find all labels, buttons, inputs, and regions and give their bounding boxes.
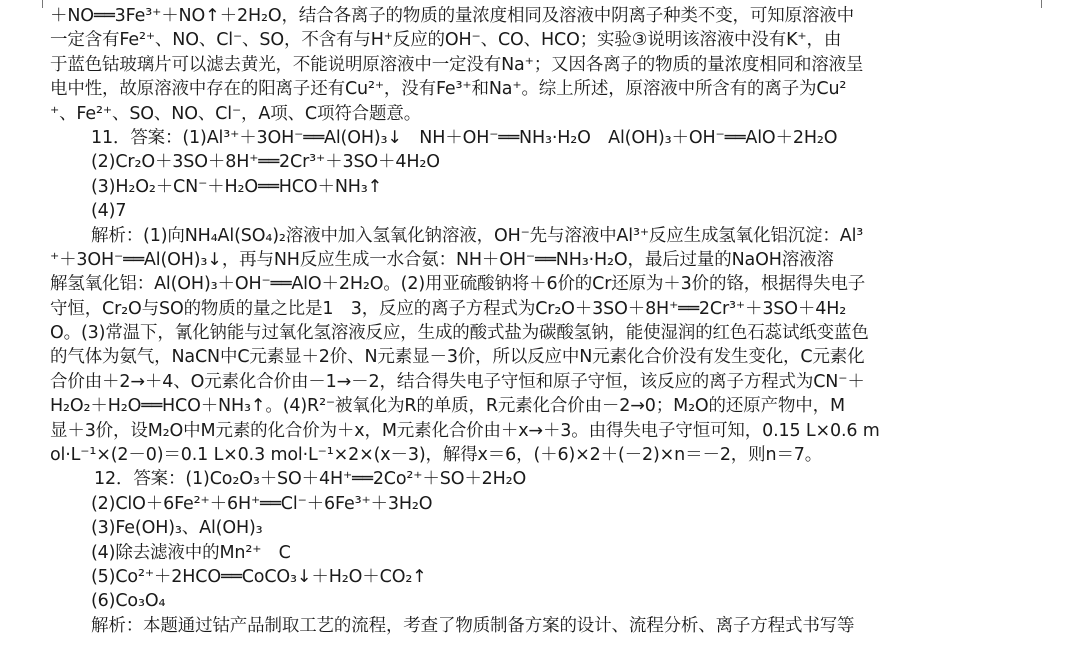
answer-line: (6)Co₃O₄ (91, 591, 166, 612)
text-line: 一定含有Fe²⁺、NO、Cl⁻、SO，不含有与H⁺反应的OH⁻、CO、HCO；实验③说明该溶液中没有K⁺，由 (50, 30, 842, 51)
answer-11-heading: 11．答案：(1)Al³⁺＋3OH⁻══Al(OH)₃↓ NH＋OH⁻══NH₃·H₂O Al(OH)₃＋OH⁻══AlO＋2H₂O (91, 127, 838, 148)
text-line: O。(3)常温下，氰化钠能与过氧化氢溶液反应，生成的酸式盐为碳酸氢钠，能使湿润的红色石蕊试纸变蓝色 (50, 323, 869, 344)
text-line: H₂O₂＋H₂O══HCO＋NH₃↑。(4)R²⁻被氧化为R的单质，R元素化合价由－2→0；M₂O的还原产物中，M (50, 396, 845, 417)
answer-line: (2)Cr₂O＋3SO＋8H⁺══2Cr³⁺＋3SO＋4H₂O (91, 152, 440, 173)
answer-12-heading: 12．答案：(1)Co₂O₃＋SO＋4H⁺══2Co²⁺＋SO＋2H₂O (94, 469, 527, 490)
text-line: 的气体为氨气，NaCN中C元素显＋2价、N元素显－3价，所以反应中N元素化合价没有发生变化，C元素化 (50, 347, 865, 368)
analysis-heading: 解析：(1)向NH₄Al(SO₄)₂溶液中加入氢氧化钠溶液，OH⁻先与溶液中Al³⁺反应生成氢氧化铝沉淀：Al³ (91, 225, 864, 246)
text-line: 于蓝色钴玻璃片可以滤去黄光，不能说明原溶液中一定没有Na⁺；又因各离子的物质的量浓度相同和溶液呈 (50, 54, 864, 75)
text-line: 电中性，故原溶液中存在的阳离子还有Cu²⁺，没有Fe³⁺和Na⁺。综上所述，原溶液中所含有的离子为Cu² (50, 79, 847, 100)
text-line: 合价由＋2→＋4、O元素化合价由－1→－2，结合得失电子守恒和原子守恒，该反应的离子方程式为CN⁻＋ (50, 371, 865, 392)
text-line: ⁺＋3OH⁻══Al(OH)₃↓，再与NH反应生成一水合氨：NH＋OH⁻══NH₃·H₂O，最后过量的NaOH溶液溶 (50, 249, 834, 270)
answer-line: (3)Fe(OH)₃、Al(OH)₃ (91, 518, 263, 539)
answer-line: (3)H₂O₂＋CN⁻＋H₂O══HCO＋NH₃↑ (91, 176, 383, 197)
text-line: 解氢氧化铝：Al(OH)₃＋OH⁻══AlO＋2H₂O。(2)用亚硫酸钠将＋6价的Cr还原为＋3价的铬，根据得失电子 (50, 274, 866, 295)
answer-line: (2)ClO＋6Fe²⁺＋6H⁺══Cl⁻＋6Fe³⁺＋3H₂O (91, 493, 433, 514)
crop-mark-right (1041, 0, 1042, 8)
answer-line: (4)7 (91, 201, 127, 222)
analysis-heading-cutoff: 解析：本题通过钴产品制取工艺的流程，考查了物质制备方案的设计、流程分析、离子方程式书写等 (91, 615, 855, 636)
text-line: ⁺、Fe²⁺、SO、NO、Cl⁻，A项、C项符合题意。 (50, 103, 422, 124)
text-line: 守恒，Cr₂O与SO的物质的量之比是1 3，反应的离子方程式为Cr₂O＋3SO＋8H⁺══2Cr³⁺＋3SO＋4H₂ (50, 298, 847, 319)
text-line: ＋NO══3Fe³⁺＋NO↑＋2H₂O，结合各离子的物质的量浓度相同及溶液中阴离子种类不变，可知原溶液中 (50, 6, 855, 26)
answer-line: (4)除去滤液中的Mn²⁺ C (91, 542, 291, 563)
text-line: ol·L⁻¹×(2－0)＝0.1 L×0.3 mol·L⁻¹×2×(x－3)，解得x＝6，(＋6)×2＋(－2)×n＝－2，则n＝7。 (50, 445, 823, 466)
text-line: 显＋3价，设M₂O中M元素的化合价为＋x，M元素化合价由＋x→＋3。由得失电子守恒可知，0.15 L×0.6 m (50, 420, 880, 441)
answer-line: (5)Co²⁺＋2HCO══CoCO₃↓＋H₂O＋CO₂↑ (91, 566, 427, 587)
document-page (50, 4, 1040, 638)
crop-mark-left (42, 0, 43, 8)
